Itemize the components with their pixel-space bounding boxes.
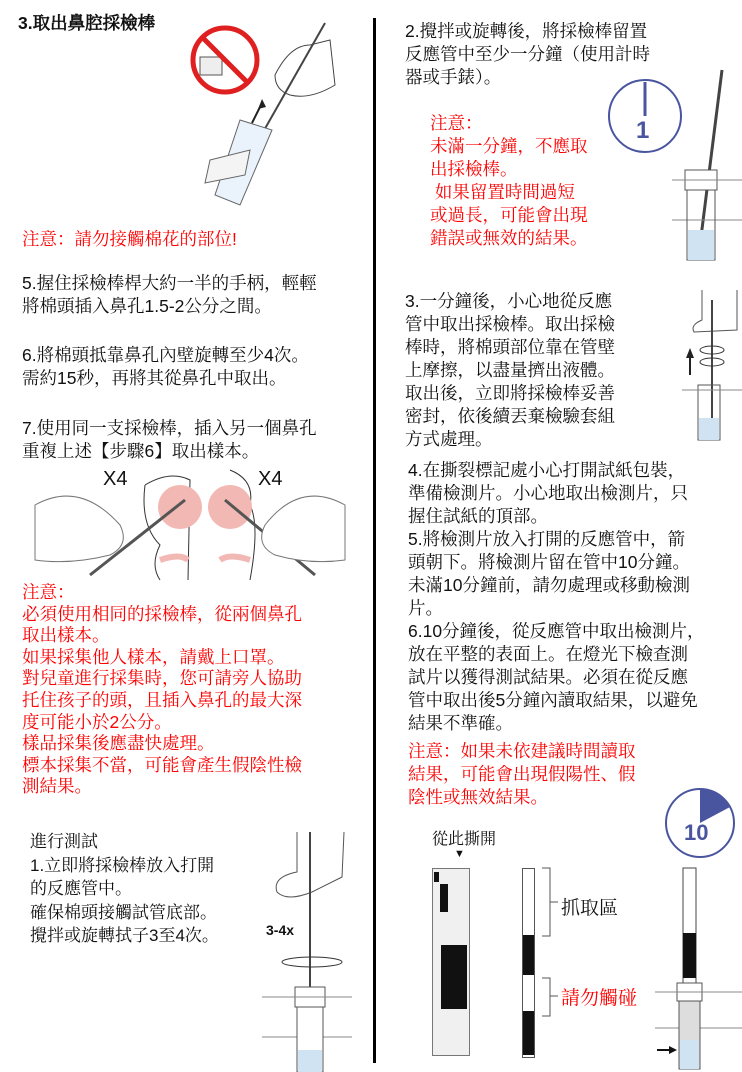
note-line: 如果採集他人樣本，請戴上口罩。: [22, 646, 285, 667]
timer-1-label: 1: [636, 117, 650, 144]
warning-line: 注意：如果未依建議時間讀取: [408, 741, 636, 761]
rotation-label-right: X4: [258, 468, 283, 490]
note-line: 必須使用相同的採檢棒，從兩個鼻孔: [22, 603, 302, 624]
text-line: 結果不準確。: [408, 713, 513, 733]
stir-count-label: 3-4x: [266, 922, 295, 938]
text-line: 準備檢測片。小心地取出檢測片，只: [408, 483, 688, 503]
text-line: 2.攪拌或旋轉後，將採檢棒留置: [405, 21, 648, 41]
text-line: 1.立即將採檢棒放入打開: [30, 855, 215, 875]
read-time-warning: [408, 740, 636, 809]
note-line: 取出樣本。: [22, 625, 110, 646]
nasal-swab-illustration: [30, 465, 350, 580]
text-line: 確保棉頭接觸試管底部。: [30, 902, 217, 922]
tear-here-label: 從此撕開: [432, 831, 497, 848]
text-line: 反應管中至少一分鐘（使用計時: [405, 44, 650, 64]
section-heading: 進行測試: [30, 832, 98, 851]
text-line: 未滿10分鐘前，請勿處理或移動檢測: [408, 575, 690, 595]
perform-test-section: [30, 830, 219, 948]
step7-text: [22, 417, 317, 463]
stir-tube-illustration: [262, 832, 352, 1072]
text-line: 需約15秒，再將其從鼻孔中取出。: [22, 368, 287, 388]
step2-notes: [430, 112, 588, 250]
rotation-label-left: X4: [103, 468, 128, 490]
text-line: 5.握住採檢棒桿大約一半的手柄，輕輕: [22, 273, 317, 293]
text-line: 6.10分鐘後，從反應管中取出檢測片，: [408, 621, 705, 641]
note-line: 未滿一分鐘，不應取: [430, 136, 588, 156]
note-line: 標本採集不當，可能會產生假陰性檢: [22, 754, 302, 775]
note-line: 托住孩子的頭，且插入鼻孔的最大深: [22, 689, 302, 710]
text-line: 棒時，將棉頭部位靠在管壁: [405, 337, 615, 357]
note-line: 或過長，可能會出現: [430, 205, 588, 225]
text-line: 片。: [408, 598, 443, 618]
text-line: 攪拌或旋轉拭子3至4次。: [30, 926, 219, 945]
strip-in-tube-illustration: [655, 868, 742, 1071]
swab-removal-illustration: [190, 15, 350, 215]
swab-removal-tube-illustration: [682, 290, 742, 440]
note-line: 樣品採集後應盡快處理。: [22, 733, 215, 754]
text-line: 方式處理。: [405, 429, 493, 449]
text-line: 管中取出後5分鐘內讀取結果，以避免: [408, 690, 698, 710]
text-line: 管中取出採檢棒。取出採檢: [405, 314, 615, 334]
test-strip: [522, 868, 535, 1058]
text-line: 取出後，立即將採檢棒妥善: [405, 383, 615, 403]
text-line: 上摩擦，以盡量擠出液體。: [405, 360, 615, 380]
text-line: 3.一分鐘後，小心地從反應: [405, 291, 613, 311]
zone-brackets: [540, 868, 560, 1018]
text-line: 將棉頭插入鼻孔1.5-2公分之間。: [22, 296, 272, 316]
test-pouch: [432, 868, 470, 1056]
prohibited-icon: [193, 28, 257, 92]
note-line: 如果留置時間過短: [430, 182, 575, 202]
note-line: 錯誤或無效的結果。: [430, 228, 588, 248]
note-line: 度可能小於2公分。: [22, 711, 172, 732]
steps-4-6-text: [408, 459, 705, 735]
text-line: 試片以獲得測試結果。必須在從反應: [408, 667, 688, 687]
text-line: 放在平整的表面上。在燈光下檢查測: [408, 644, 688, 664]
timer-10-label: 10: [684, 820, 709, 845]
step6-text: [22, 344, 309, 390]
text-line: 器或手錶）。: [405, 67, 502, 87]
text-line: 4.在撕裂標記處小心打開試紙包裝，: [408, 460, 686, 480]
note-line: 測結果。: [22, 776, 92, 797]
text-line: 握住試紙的頂部。: [408, 506, 548, 526]
note-line: 注意：: [22, 582, 75, 602]
tube-wait-illustration: [672, 70, 742, 260]
text-line: 5.將檢測片放入打開的反應管中，箭: [408, 529, 686, 549]
column-divider: [373, 18, 376, 1063]
grip-zone-label: 抓取區: [561, 898, 619, 919]
text-line: 密封，依後續丟棄檢驗套組: [405, 406, 615, 426]
warning-line: 陰性或無效結果。: [408, 787, 548, 807]
do-not-touch-label: 請勿觸碰: [561, 988, 638, 1009]
down-arrow-icon: ▼: [454, 848, 465, 860]
text-line: 重複上述【步驟6】取出樣本。: [22, 441, 260, 461]
warning-line: 結果，可能會出現假陽性、假: [408, 764, 636, 784]
note-line: 出採檢棒。: [430, 159, 518, 179]
sampling-notes: [22, 582, 302, 798]
step3-warning: 注意：請勿接觸棉花的部位!: [22, 229, 237, 249]
text-line: 7.使用同一支採檢棒，插入另一個鼻孔: [22, 418, 317, 438]
text-line: 的反應管中。: [30, 879, 132, 898]
note-line: 注意：: [430, 113, 483, 133]
step5-text: [22, 272, 317, 318]
text-line: 6.將棉頭抵靠鼻孔內壁旋轉至少4次。: [22, 345, 309, 365]
text-line: 頭朝下。將檢測片留在管中10分鐘。: [408, 552, 690, 572]
step3-title: 3.取出鼻腔採檢棒: [18, 13, 156, 33]
note-line: 對兒童進行採集時，您可請旁人協助: [22, 668, 302, 689]
step3-right-text: [405, 290, 615, 451]
